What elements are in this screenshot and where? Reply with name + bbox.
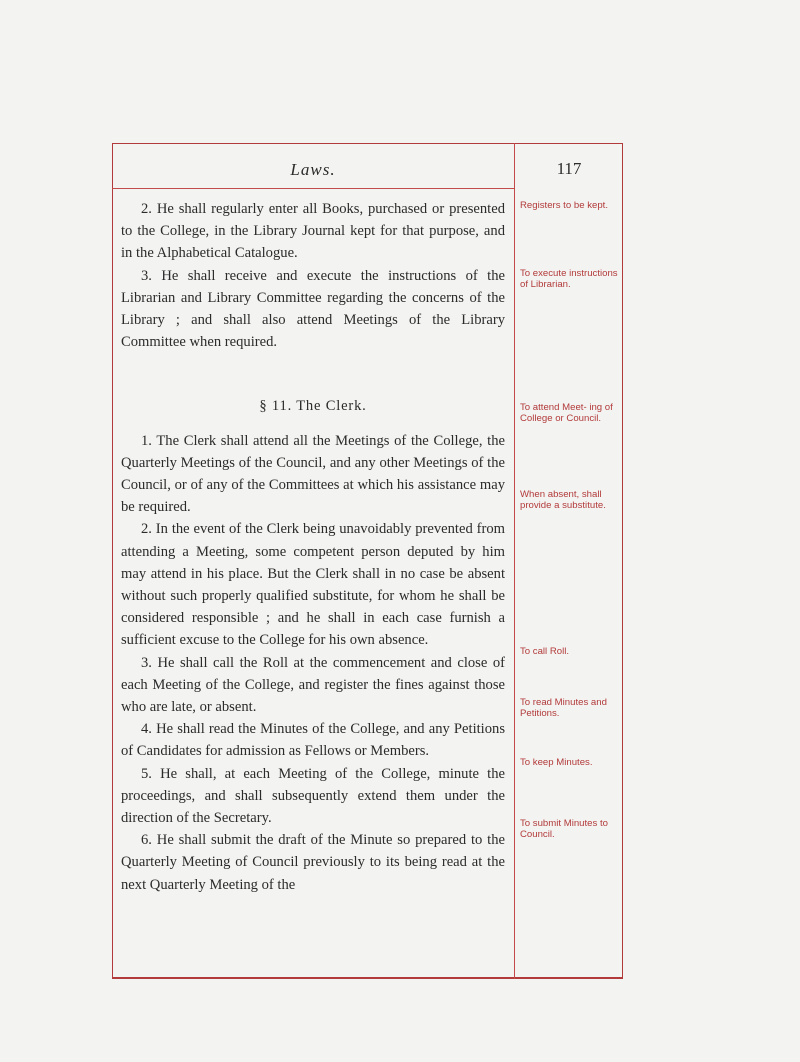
paragraph: 2. In the event of the Clerk being unavoidably prevented from attending a Meeting, some competent person deputed by him may attend in his place. But the Clerk shall in no case be absent without such properly qualified substitute, for whom he shall be considered responsible ; and he shall in each case furnish a sufficient excuse to the College for his own absence. xyxy=(121,521,505,649)
paragraph: 4. He shall read the Minutes of the College, and any Petitions of Candidates for admission as Fellows or Members. xyxy=(121,721,505,760)
margin-note-submit-minutes: To submit Minutes to Council. xyxy=(520,818,608,840)
margin-note-read-minutes: To read Minutes and Petitions. xyxy=(520,697,607,719)
paragraph: 1. The Clerk shall attend all the Meetings of the College, the Quarterly Meetings of the Council, and any other Meetings of the Council, or of any of the Committees at which his assistance may be required. xyxy=(121,432,505,516)
section-heading: § 11. The Clerk. xyxy=(259,398,367,415)
paragraph: 2. He shall regularly enter all Books, purchased or presented to the College, in the Library Journal kept for that purpose, and in the Alphabetical Catalogue. xyxy=(121,201,505,262)
header-rule xyxy=(112,188,514,189)
paragraph: 6. He shall submit the draft of the Minute so prepared to the Quarterly Meeting of Council previously to its being read at the next Quarterly Meeting of the xyxy=(121,832,505,893)
margin-note-keep-minutes: To keep Minutes. xyxy=(520,757,593,768)
running-title: Laws. xyxy=(290,160,336,179)
margin-note-registers: Registers to be kept. xyxy=(520,200,608,211)
margin-column-rule xyxy=(514,143,515,979)
paragraph: 3. He shall receive and execute the instructions of the Librarian and Library Committee regarding the concerns of the Library ; and shall also attend Meetings of the Library Committee when required. xyxy=(121,267,505,351)
margin-note-attend-meetings: To attend Meet- ing of College or Council. xyxy=(520,402,613,424)
margin-note-substitute: When absent, shall provide a substitute. xyxy=(520,489,606,511)
paragraph: 5. He shall, at each Meeting of the College, minute the proceedings, and shall subsequently extend them under the direction of the Secretary. xyxy=(121,765,505,827)
page-number: 117 xyxy=(556,159,582,178)
margin-note-call-roll: To call Roll. xyxy=(520,646,570,657)
paragraph: 3. He shall call the Roll at the commencement and close of each Meeting of the College, and register the fines against those who are late, or absent. xyxy=(121,654,505,716)
body-text xyxy=(121,198,505,896)
margin-note-execute-instructions: To execute instructions of Librarian. xyxy=(520,268,618,290)
